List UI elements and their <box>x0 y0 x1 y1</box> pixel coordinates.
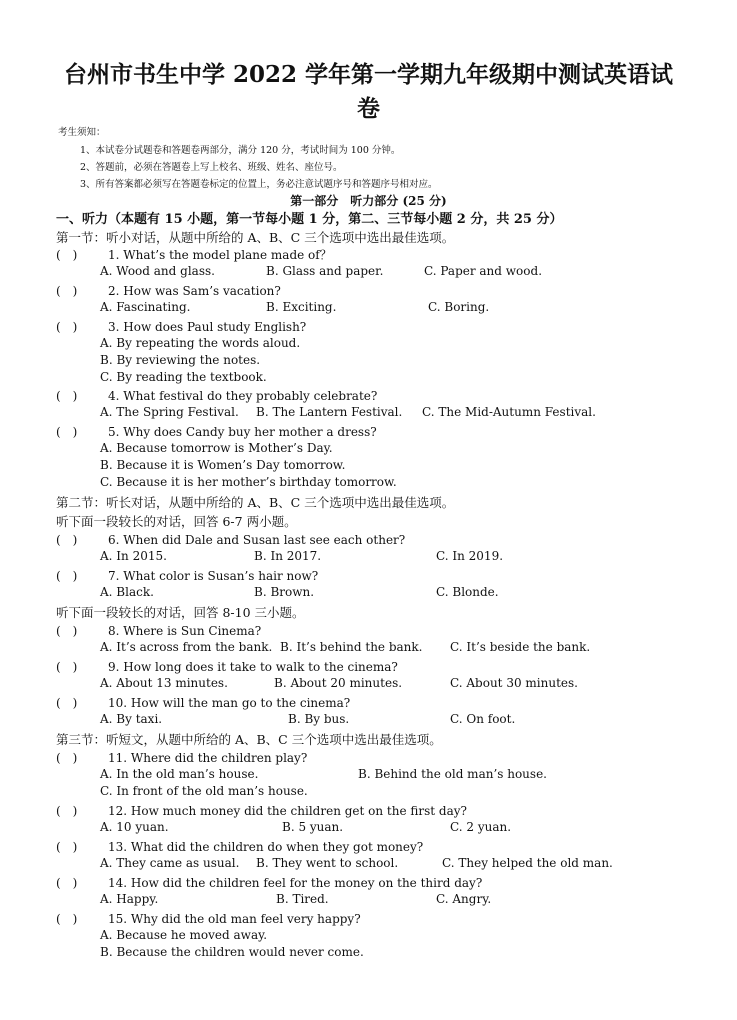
option-b: B. It’s behind the bank. <box>280 640 423 654</box>
answer-blank[interactable]: ( ) <box>56 569 78 583</box>
option-c: C. By reading the textbook. <box>100 370 267 384</box>
option-b: B. The Lantern Festival. <box>256 405 403 419</box>
question-stem: 1. What’s the model plane made of？ <box>108 248 332 262</box>
option-b: B. Glass and paper. <box>266 264 384 278</box>
option-c: C. The Mid-Autumn Festival. <box>422 405 596 419</box>
answer-blank[interactable]: ( ) <box>56 660 78 674</box>
option-b: B. 5 yuan. <box>282 820 344 834</box>
option-b: B. Behind the old man’s house. <box>358 767 547 781</box>
title-line-1: 台州市书生中学 2022 学年第一学期九年级期中测试英语试 <box>63 61 674 88</box>
question-stem: 13. What did the children do when they got money? <box>108 840 424 854</box>
answer-blank[interactable]: ( ) <box>56 751 78 765</box>
option-b: B. By bus. <box>288 712 350 726</box>
question-12 <box>56 802 467 819</box>
question-7 <box>56 567 318 584</box>
notice-line-2: 2、答题前，必须在答题卷上写上校名、班级、姓名、座位号。 <box>80 162 343 173</box>
option-c: C. Paper and wood. <box>424 264 543 278</box>
question-stem: 2. How was Sam’s vacation? <box>108 284 281 298</box>
notice-line-1: 1、本试卷分试题卷和答题卷两部分，满分 120 分，考试时间为 100 分钟。 <box>80 145 401 156</box>
answer-blank[interactable]: ( ) <box>56 389 78 403</box>
part1-title: 第一部分 听力部分 (25 分) <box>290 194 447 208</box>
option-b: B. By reviewing the notes. <box>100 353 261 367</box>
option-b: B. They went to school. <box>256 856 399 870</box>
section1-title: 一、听力（本题有 15 小题，第一节每小题 1 分，第二、三节每小题 2 分，共 25 分） <box>56 212 563 227</box>
question-6 <box>56 531 405 548</box>
question-14 <box>56 874 482 891</box>
option-a: A. They came as usual. <box>100 856 240 870</box>
question-13 <box>56 838 423 855</box>
question-4 <box>56 387 377 404</box>
question-10 <box>56 694 350 711</box>
answer-blank[interactable]: ( ) <box>56 624 78 638</box>
question-8 <box>56 622 261 639</box>
option-a: A. In 2015. <box>100 549 167 563</box>
option-a: A. 10 yuan. <box>100 820 169 834</box>
question-stem: 8. Where is Sun Cinema? <box>108 624 262 638</box>
answer-blank[interactable]: ( ) <box>56 320 78 334</box>
option-a: A. In the old man’s house. <box>100 767 259 781</box>
option-c: C. Angry. <box>436 892 492 906</box>
option-a: A. Because he moved away. <box>100 928 268 942</box>
option-a: A. About 13 minutes. <box>100 676 228 690</box>
option-b: B. Tired. <box>276 892 329 906</box>
option-b: B. Because the children would never come. <box>100 945 364 959</box>
answer-blank[interactable]: ( ) <box>56 912 78 926</box>
option-c: C. Blonde. <box>436 585 499 599</box>
option-c: C. 2 yuan. <box>450 820 512 834</box>
question-stem: 14. How did the children feel for the money on the third day? <box>108 876 483 890</box>
option-c: C. They helped the old man. <box>442 856 613 870</box>
question-stem: 15. Why did the old man feel very happy? <box>108 912 361 926</box>
question-stem: 7. What color is Susan’s hair now? <box>108 569 319 583</box>
option-a: A. The Spring Festival. <box>100 405 239 419</box>
option-c: C. On foot. <box>450 712 516 726</box>
question-stem: 11. Where did the children play? <box>108 751 308 765</box>
sub-section-2: 第二节：听长对话，从题中所给的 A、B、C 三个选项中选出最佳选项。 <box>56 495 455 510</box>
question-11 <box>56 749 307 766</box>
option-b: B. Brown. <box>254 585 315 599</box>
question-stem: 5. Why does Candy buy her mother a dress? <box>108 425 377 439</box>
question-stem: 12. How much money did the children get on the first day? <box>108 804 467 818</box>
title-line-2: 卷 <box>357 95 380 122</box>
option-b: B. Exciting. <box>266 300 337 314</box>
answer-blank[interactable]: ( ) <box>56 248 78 262</box>
option-a: A. Fascinating. <box>100 300 191 314</box>
option-a: A. By taxi. <box>100 712 163 726</box>
question-5 <box>56 423 377 440</box>
option-a: A. Wood and glass. <box>100 264 215 278</box>
option-c: C. In 2019. <box>436 549 504 563</box>
sub-section-1: 第一节：听小对话，从题中所给的 A、B、C 三个选项中选出最佳选项。 <box>56 230 455 245</box>
sub-section-3: 第三节：听短文，从题中所给的 A、B、C 三个选项中选出最佳选项。 <box>56 732 442 747</box>
notice-line-3: 3、所有答案都必须写在答题卷标定的位置上，务必注意试题序号和答题序号相对应。 <box>80 179 438 190</box>
sub-section-2-intro-b: 听下面一段较长的对话，回答 8-10 三小题。 <box>56 605 305 620</box>
answer-blank[interactable]: ( ) <box>56 876 78 890</box>
option-c: C. Boring. <box>428 300 490 314</box>
option-a: A. By repeating the words aloud. <box>100 336 301 350</box>
option-c: C. About 30 minutes. <box>450 676 578 690</box>
option-a: A. Because tomorrow is Mother’s Day. <box>100 441 333 455</box>
answer-blank[interactable]: ( ) <box>56 284 78 298</box>
question-stem: 10. How will the man go to the cinema? <box>108 696 351 710</box>
question-stem: 6. When did Dale and Susan last see each other? <box>108 533 406 547</box>
option-c: C. It’s beside the bank. <box>450 640 591 654</box>
answer-blank[interactable]: ( ) <box>56 533 78 547</box>
option-b: B. Because it is Women’s Day tomorrow. <box>100 458 346 472</box>
question-stem: 3. How does Paul study English? <box>108 320 307 334</box>
question-3 <box>56 318 306 335</box>
option-a: A. It’s across from the bank. <box>100 640 273 654</box>
option-b: B. In 2017. <box>254 549 322 563</box>
question-15 <box>56 910 361 927</box>
answer-blank[interactable]: ( ) <box>56 804 78 818</box>
question-2 <box>56 282 281 299</box>
option-c: C. Because it is her mother’s birthday tomorrow. <box>100 475 397 489</box>
notice-heading: 考生须知： <box>58 127 106 138</box>
exam-title <box>40 58 697 126</box>
option-c: C. In front of the old man’s house. <box>100 784 308 798</box>
question-stem: 9. How long does it take to walk to the cinema? <box>108 660 398 674</box>
option-a: A. Black. <box>100 585 154 599</box>
option-b: B. About 20 minutes. <box>274 676 403 690</box>
option-a: A. Happy. <box>100 892 159 906</box>
question-9 <box>56 658 398 675</box>
answer-blank[interactable]: ( ) <box>56 696 78 710</box>
sub-section-2-intro-a: 听下面一段较长的对话，回答 6-7 两小题。 <box>56 514 297 529</box>
answer-blank[interactable]: ( ) <box>56 840 78 854</box>
answer-blank[interactable]: ( ) <box>56 425 78 439</box>
question-1 <box>56 246 332 263</box>
question-stem: 4. What festival do they probably celebrate? <box>108 389 378 403</box>
